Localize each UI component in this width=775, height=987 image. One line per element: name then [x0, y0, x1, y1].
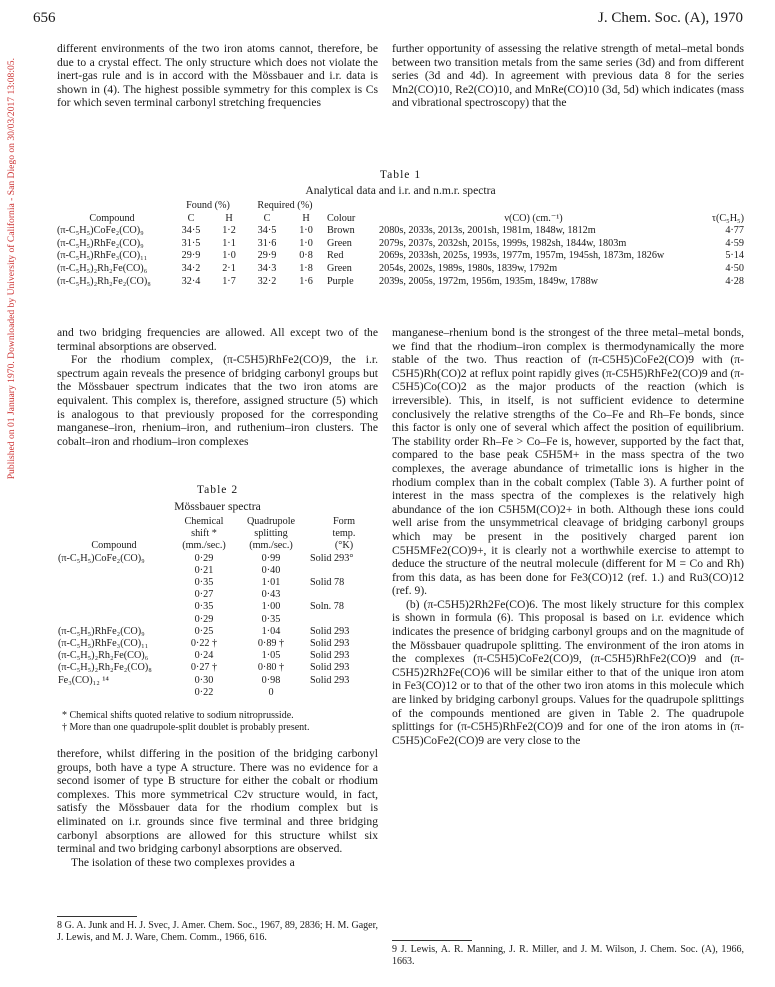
cell: 2·1 — [222, 262, 236, 274]
cell: 0·43 — [261, 589, 281, 601]
table2-header-row — [55, 528, 381, 540]
column-header: Quadrupole — [246, 516, 296, 527]
cell: Green — [327, 237, 352, 249]
cell: Fe₃(CO)₁₂ ¹⁴ — [58, 674, 109, 686]
cell: 2069s, 2033sh, 2025s, 1993s, 1977m, 1957m, 1945sh, 1873m, 1826w — [379, 250, 665, 262]
table2-header-row — [55, 516, 381, 528]
cell — [55, 565, 173, 577]
column-header — [55, 516, 173, 528]
cell: (π-C₅H₅)RhFe₂(CO)₉ — [57, 237, 144, 249]
paragraph: therefore, whilst differing in the position of the bridging carbonyl groups, both have a type A structure. There was no evidence for a second isomer of type B structure for either the cobalt or rhodium complexes. This more symmetrical C2v structure would, in fact, satisfy the Mössbauer data for the rhodium complex but is eliminated on i.r. grounds since five terminal and three bridging carbonyl absorptions are allowed for this structure whilst six terminal and two bridging carbonyl absorptions are observed. — [57, 747, 378, 856]
cell: Green — [327, 262, 352, 274]
footnote-rule — [392, 940, 472, 941]
cell: Solid 293 — [310, 662, 350, 674]
table2 — [55, 516, 381, 699]
cell: 4·59 — [725, 237, 744, 249]
table-row — [55, 553, 381, 565]
left-column-bottom — [57, 747, 378, 869]
cell: 32·2 — [257, 275, 277, 287]
table-row — [55, 589, 381, 601]
cell: 1·05 — [261, 650, 281, 662]
cell: 0·80 † — [257, 662, 285, 674]
cell: Solid 293 — [310, 638, 350, 650]
column-header — [55, 528, 173, 540]
cell: Solid 293 — [310, 650, 350, 662]
paragraph: further opportunity of assessing the relative strength of metal–metal bonds between two transition metals from the same series (3d) and from different series (3d and 4d). In agreement with previous data 8 for the series Mn2(CO)10, Re2(CO)10, and MnRe(CO)10 (3d, 5d) which indicates (mass and vibrational spectroscopy) that the — [392, 42, 744, 110]
cell: Purple — [327, 275, 354, 287]
cell: 34·5 — [181, 225, 201, 237]
cell — [55, 589, 173, 601]
left-column-top — [57, 42, 378, 110]
cell: (π-C₅H₅)RhFe₃(CO)₁₁ — [57, 250, 148, 262]
cell: (π-C₅H₅)RhFe₃(CO)₁₁ — [58, 638, 149, 650]
right-column-main — [392, 326, 744, 747]
cell: 0·99 — [261, 552, 281, 564]
cell: (π-C₅H₅)₂Rh₂Fe(CO)₆ — [58, 650, 149, 662]
cell: 2080s, 2033s, 2013s, 2001sh, 1981m, 1848w, 1812m — [379, 225, 596, 237]
cell: 34·5 — [257, 225, 277, 237]
column-header: (mm./sec.) — [182, 540, 226, 552]
cell: (π-C₅H₅)₂Rh₂Fe(CO)₆ — [57, 262, 148, 274]
table-row — [54, 250, 747, 263]
column-header: C — [187, 212, 195, 224]
cell: 1·6 — [299, 275, 313, 287]
column-header: shift * — [191, 528, 217, 540]
cell: 0·35 — [194, 601, 214, 613]
download-notice — [6, 58, 18, 978]
table2-footnotes — [62, 710, 378, 734]
paragraph: and two bridging frequencies are allowed. All except two of the terminal absorptions are observed. — [57, 326, 378, 353]
table2-header-row — [55, 540, 381, 552]
cell: 0·89 † — [257, 638, 285, 650]
table-row — [55, 687, 381, 699]
cell — [55, 687, 173, 699]
cell: 0·8 — [299, 250, 313, 262]
cell: 0·22 — [194, 686, 214, 698]
cell: 0·29 — [194, 552, 214, 564]
table-row — [54, 263, 747, 276]
column-header: temp. — [332, 528, 356, 540]
table-row — [54, 225, 747, 238]
cell: Soln. 78 — [310, 601, 344, 613]
cell: Solid 293 — [310, 625, 350, 637]
cell: 0·25 — [194, 625, 214, 637]
cell: 34·3 — [257, 262, 277, 274]
cell: 0·35 — [194, 577, 214, 589]
cell: 4·28 — [725, 275, 744, 287]
cell — [307, 589, 381, 601]
cell: 0·30 — [194, 674, 214, 686]
cell: 0·22 † — [190, 638, 218, 650]
left-column-middle — [57, 326, 378, 448]
column-header: splitting — [254, 528, 288, 540]
cell: 1·8 — [299, 262, 313, 274]
table1-header-row — [54, 213, 747, 226]
cell — [307, 614, 381, 626]
column-header: ν(CO) (cm.⁻¹) — [504, 212, 563, 224]
footnote-8: 8 G. A. Junk and H. J. Svec, J. Amer. Chem. Soc., 1967, 89, 2836; H. M. Gager, J. Lewis, and M. J. Ware, Chem. Comm., 1966, 616. — [57, 920, 378, 944]
cell: 1·01 — [261, 577, 281, 589]
cell: (π-C₅H₅)RhFe₂(CO)₉ — [58, 625, 145, 637]
cell: 31·5 — [181, 237, 201, 249]
footnote-rule — [57, 916, 137, 917]
cell: 2079s, 2037s, 2032sh, 2015s, 1999s, 1982sh, 1844w, 1803m — [379, 237, 627, 249]
cell: (π-C₅H₅)₂Rh₂Fe₂(CO)₈ — [58, 662, 152, 674]
column-header: H — [225, 212, 233, 224]
cell: 29·9 — [181, 250, 201, 262]
cell — [307, 565, 381, 577]
download-notice-text: Published on 01 January 1970. Downloaded by University of California - San Diego on 30/03/2017 13:08:05. — [6, 58, 17, 480]
column-header: τ(C₅H₅) — [711, 212, 744, 224]
cell: 2039s, 2005s, 1972m, 1956m, 1935m, 1849w, 1788w — [379, 275, 598, 287]
running-head: J. Chem. Soc. (A), 1970 — [598, 10, 743, 26]
table-row — [55, 601, 381, 613]
cell: 0 — [268, 686, 274, 698]
table1-group-header — [54, 200, 747, 213]
cell: 0·40 — [261, 564, 281, 576]
cell — [55, 601, 173, 613]
cell: 1·0 — [222, 250, 236, 262]
cell: Brown — [327, 225, 355, 237]
column-header: Form — [332, 516, 356, 527]
table-row — [55, 577, 381, 589]
column-header: C — [263, 212, 271, 224]
cell: 0·24 — [194, 650, 214, 662]
cell: 0·98 — [261, 674, 281, 686]
cell: 34·2 — [181, 262, 201, 274]
table-row — [55, 638, 381, 650]
cell: 32·4 — [181, 275, 201, 287]
cell — [55, 577, 173, 589]
table-footnote: * Chemical shifts quoted relative to sodium nitroprusside. — [62, 710, 294, 721]
column-header: (°K) — [334, 540, 354, 552]
table-row — [55, 626, 381, 638]
cell: 0·27 — [194, 589, 214, 601]
cell: 1·2 — [222, 225, 236, 237]
table-row — [55, 675, 381, 687]
table-row — [54, 238, 747, 251]
table-footnote: † More than one quadrupole-split doublet is probably present. — [62, 722, 310, 734]
column-header: H — [302, 212, 310, 224]
table1 — [54, 200, 747, 288]
cell: 1·1 — [222, 237, 236, 249]
cell: 5·14 — [725, 250, 744, 262]
right-column-top — [392, 42, 744, 110]
paragraph: different environments of the two iron atoms cannot, therefore, be due to a crystal effect. The only structure which does not violate the inert-gas rule and is in accord with the Mössbauer and i.r. data is shown in (4). The highest possible symmetry for this complex is Cs for which seven terminal carbonyl stretching frequencies — [57, 42, 378, 110]
footnote-9: 9 J. Lewis, A. R. Manning, J. R. Miller, and J. M. Wilson, J. Chem. Soc. (A), 1966, 1663. — [392, 944, 744, 968]
cell: 0·27 † — [190, 662, 218, 674]
table2-caption: Mössbauer spectra — [174, 500, 261, 513]
cell: (π-C₅H₅)₂Rh₂Fe₂(CO)₈ — [57, 275, 151, 287]
cell: 2054s, 2002s, 1989s, 1980s, 1839w, 1792m — [379, 262, 558, 274]
column-header: Colour — [327, 212, 356, 224]
cell: 31·6 — [257, 237, 277, 249]
paragraph: The isolation of these two complexes provides a — [71, 855, 295, 869]
table1-title: Table 1 — [379, 168, 422, 181]
cell: 1·00 — [261, 601, 281, 613]
cell: 1·0 — [299, 237, 313, 249]
table1-caption: Analytical data and i.r. and n.m.r. spectra — [305, 184, 496, 197]
paragraph: manganese–rhenium bond is the strongest of the three metal–metal bonds, we find that the rhodium–iron complex is thermodynamically the more stable of the two. Thus reaction of (π-C5H5)CoFe2(CO)9 with (π-C5H5)Rh(CO)2 at reflux point rapidly gives (π-C5H5)RhFe2(CO)9 and (π-C5H5)Co(CO)2 as the major products of the reaction (which is irreversible). This, in itself, is not sufficient evidence to determine conclusively the relative strengths of the Co–Fe and Rh–Fe bonds, since this factor is only one of several which affect the position of equilibrium. The stability order Rh–Fe > Co–Fe is, however, supported by the fact that, compared to the base peak C5H5M+ in the mass spectra of the two complexes, the average abundance of trimetallic ions is higher in the rhodium complex than in the cobalt complex (Table 3). A further point of interest in the mass spectra of the complexes is the relatively high abundance of the ion C5H5M(CO)2+ in both. Although these ions could well arise from the unsymmetrical cleavage of bridging carbonyl groups which may be present in the positively charged parent ion C5H5MFe2(CO)9+, it is clearly not a worthwhile exercise to attempt to deduce the structure of the neutral molecule (different for M = Co and Rh) from this data, as has been done for Fe3(CO)12 (ref. 1.) and Ru3(CO)12 (ref. 9). — [392, 326, 744, 598]
cell: 0·21 — [194, 564, 214, 576]
cell: (π-C₅H₅)CoFe₂(CO)₉ — [57, 225, 144, 237]
cell: Solid 293° — [310, 552, 354, 564]
table-row — [54, 276, 747, 289]
cell: 0·35 — [261, 613, 281, 625]
cell: 29·9 — [257, 250, 277, 262]
cell: 1·04 — [261, 625, 281, 637]
column-header: Chemical — [184, 516, 224, 527]
paragraph: (b) (π-C5H5)2Rh2Fe(CO)6. The most likely structure for this complex is shown in formula (6). This proposal is based on i.r. evidence which indicates the presence of bridging carbonyl groups and on the magnitude of the Mössbauer quadrupole splitting. The environment of the iron atoms in the complexes (π-C5H5)CoFe2(CO)9, (π-C5H5)RhFe2(CO)9 and (π-C5H5)2Rh2Fe(CO)6 will be similar either to that of the unique iron atom in Fe3(CO)12 or to that of the other two iron atoms in this molecule which are linked by bridging carbonyl groups. Values for the quadrupole splittings of the compounds mentioned are given in Table 2. The quadrupole splittings for (π-C5H5)RhFe2(CO)9 and for one of the iron atoms in (π-C5H5)CoFe2(CO)9 are very close to the — [392, 597, 744, 747]
cell: Solid 293 — [310, 674, 350, 686]
column-header: (mm./sec.) — [249, 540, 293, 552]
paragraph: For the rhodium complex, (π-C5H5)RhFe2(CO)9, the i.r. spectrum again reveals the presence of bridging carbonyl groups but the Mössbauer spectrum indicates that the two iron atoms are equivalent. This complex is, therefore, assigned structure (5) which is analogous to that previously proposed for the corresponding manganese–iron, rhenium–iron, and ruthenium–iron clusters. The cobalt–iron and rhodium–iron complexes — [57, 353, 378, 448]
cell — [55, 614, 173, 626]
cell: Red — [327, 250, 344, 262]
cell: 4·50 — [725, 262, 744, 274]
cell: (π-C₅H₅)CoFe₂(CO)₉ — [58, 552, 145, 564]
cell — [307, 687, 381, 699]
table-row — [55, 565, 381, 577]
cell: 1·7 — [222, 275, 236, 287]
table-row — [55, 614, 381, 626]
table-row — [55, 662, 381, 674]
table-row — [55, 650, 381, 662]
cell: 0·29 — [194, 613, 214, 625]
column-header: Compound — [91, 540, 137, 552]
cell: Solid 78 — [310, 577, 345, 589]
cell: 4·77 — [725, 225, 744, 237]
page-number: 656 — [33, 10, 56, 26]
group-required: Required (%) — [257, 200, 313, 211]
cell: 1·0 — [299, 225, 313, 237]
column-header: Compound — [89, 212, 135, 224]
table2-title: Table 2 — [196, 483, 239, 496]
group-found: Found (%) — [186, 200, 230, 211]
